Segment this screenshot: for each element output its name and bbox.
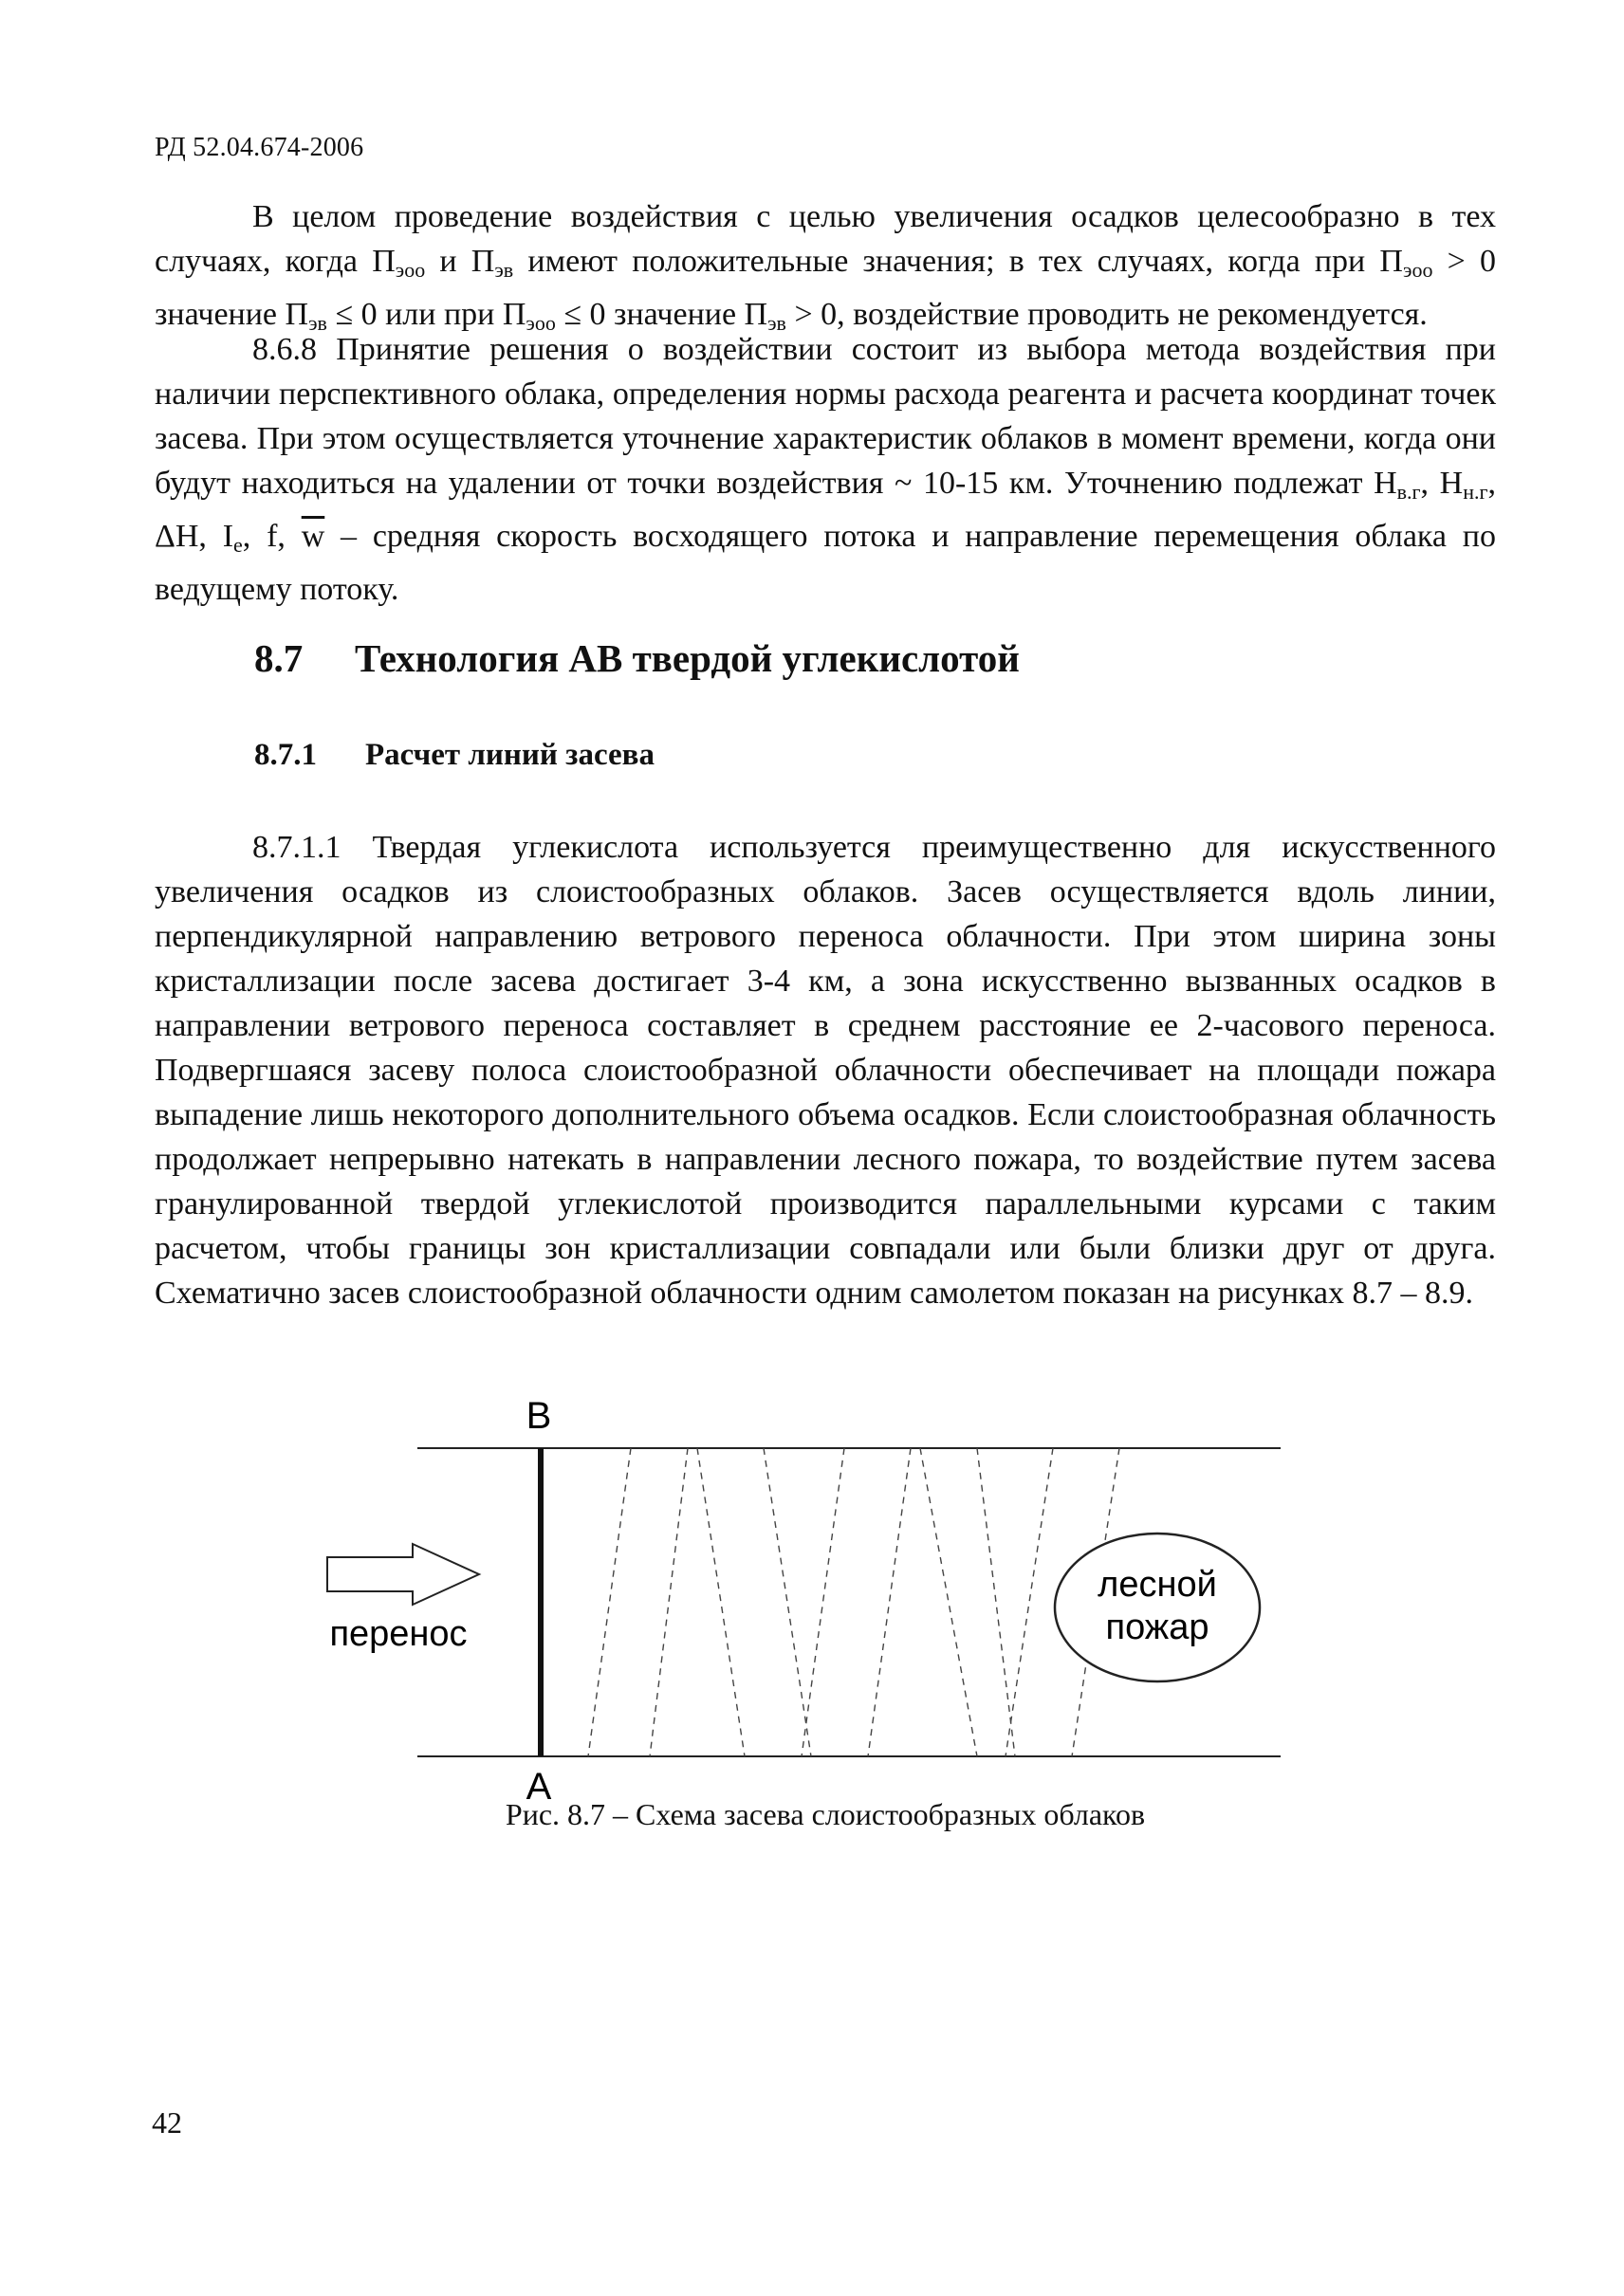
transfer-arrow-icon <box>327 1544 479 1605</box>
subscript: эоо <box>1403 258 1433 282</box>
subsection-title: Расчет линий засева <box>365 738 655 772</box>
subscript: эв <box>308 311 327 335</box>
figure-caption: Рис. 8.7 – Схема засева слоистообразных облаков <box>505 1797 1146 1831</box>
section-heading <box>254 635 1020 681</box>
label-b: В <box>526 1395 552 1437</box>
overlined-symbol: $\overline{w}$ <box>301 519 325 554</box>
subscript: эв <box>767 311 786 335</box>
text-run: , f, <box>242 519 302 554</box>
text-run: ≤ 0 или при П <box>326 297 526 332</box>
subsection-number: 8.7.1 <box>254 738 317 772</box>
subscript: в.г <box>1396 480 1421 504</box>
text-run: имеют положительные значения; в тех случаях, когда при П <box>513 244 1403 279</box>
seeding-scheme-figure <box>313 1385 1300 1811</box>
text-run: , H <box>1420 466 1464 501</box>
fire-label-line2: пожар <box>1105 1607 1209 1647</box>
subscript: эоо <box>395 258 426 282</box>
text-run: – средняя скорость восходящего потока и направление перемещения облака по ведущему потоку. <box>155 519 1496 607</box>
section-number: 8.7 <box>254 636 304 680</box>
paragraph-8-6-8 <box>155 327 1496 612</box>
label-a: А <box>526 1766 552 1808</box>
seeding-scheme-diagram <box>313 1385 1300 1811</box>
document-header: РД 52.04.674-2006 <box>155 133 364 162</box>
text-run: > 0, воздействие проводить не рекомендуется. <box>785 297 1428 332</box>
text-run: и П <box>425 244 495 279</box>
flight-track-zigzag <box>588 1448 1119 1756</box>
text-run: В целом проведение воздействия с целью увеличения осадков целесообразно в тех случаях, когда П <box>155 199 1496 279</box>
subscript: эв <box>494 258 514 282</box>
section-title: Технология АВ твердой углекислотой <box>355 636 1020 680</box>
subsection-heading <box>254 738 655 773</box>
text-run: > 0 значение П <box>155 244 1497 332</box>
subscript: эоо <box>526 311 556 335</box>
transfer-label: перенос <box>329 1614 468 1654</box>
paragraph-conditions <box>155 194 1496 345</box>
subscript: e <box>233 533 243 557</box>
text-run: ≤ 0 значение П <box>555 297 768 332</box>
fire-label-line1: лесной <box>1098 1565 1217 1605</box>
page-number: 42 <box>152 2105 182 2140</box>
paragraph-8-7-1-1: 8.7.1.1 Твердая углекислота используется преимущественно для искусственного увеличения осадков из слоистообразных облаков. Засев осуществляется вдоль линии, перпендикулярной направлению ветрового переноса облачности. При этом ширина зоны кристаллизации после засева достигает 3-4 км, а зона искусственно вызванных осадков в направлении ветрового переноса составляет в среднем расстояние ее 2-часового переноса. Подвергшаяся засеву полоса слоистообразной облачности обеспечивает на площади пожара выпадение лишь некоторого дополнительного объема осадков. Если слоистообразная облачность продолжает непрерывно натекать в направлении лесного пожара, то воздействие путем засева гранулированной твердой углекислотой производится параллельными курсами с таким расчетом, чтобы границы зон кристаллизации совпадали или были близки друг от друга. Схематично засев слоистообразной облачности одним самолетом показан на рисунках 8.7 – 8.9. <box>155 830 1496 1311</box>
text-run: , ΔH, I <box>155 466 1496 554</box>
subscript: н.г <box>1463 480 1488 504</box>
text-run: 8.6.8 Принятие решения о воздействии состоит из выбора метода воздействия при наличии перспективного облака, определения нормы расхода реагента и расчета координат точек засева. При этом осуществляется уточнение характеристик облаков в момент времени, когда они будут находиться на удалении от точки воздействия ~ 10-15 км. Уточнению подлежат H <box>155 332 1496 501</box>
